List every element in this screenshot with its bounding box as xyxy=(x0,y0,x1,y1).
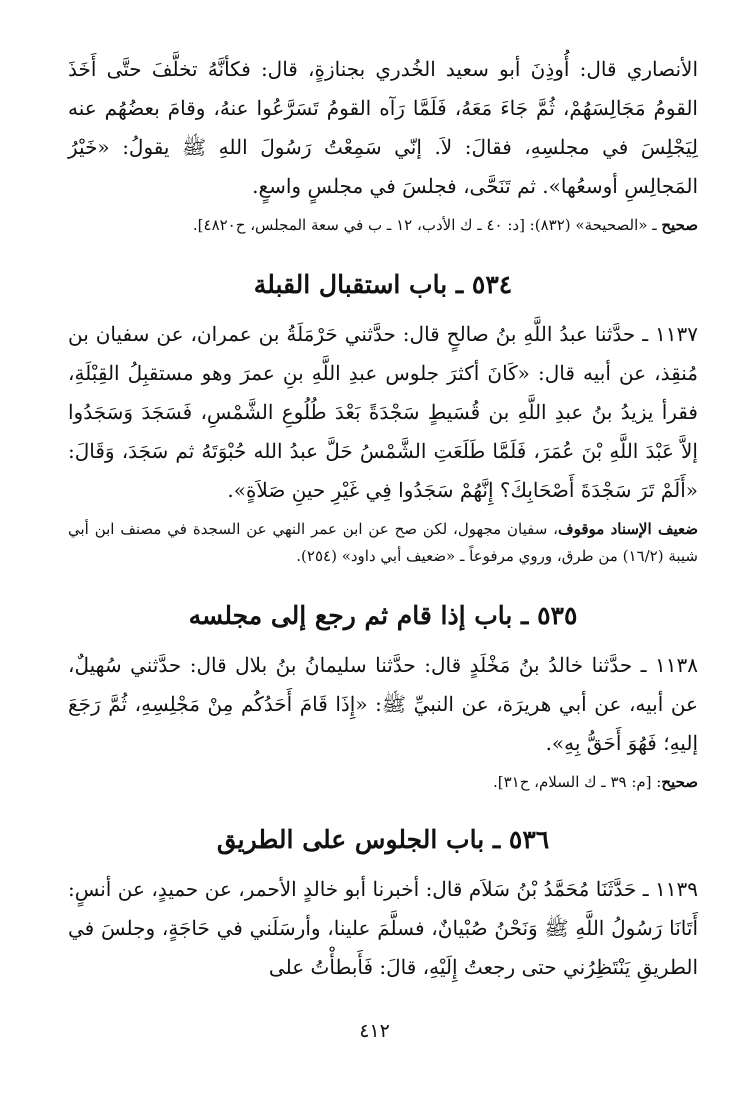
opening-grading-note xyxy=(68,212,698,239)
grade-label: صحيح xyxy=(661,216,698,234)
grading-note-1138 xyxy=(68,769,698,796)
hadith-1138: ١١٣٨ ـ حدَّثنا خالدُ بنُ مَخْلَدٍ قال: حدَّثنا سليمانُ بنُ بلال قال: حدَّثني سُهيلٌ، عن أبيه، عن أبي هريرَة، عن النبيِّ ﷺ: «إِذَا قَامَ أَحَدُكُم مِنْ مَجْلِسِهِ، ثُمَّ رَجَعَ إليهِ؛ فَهُوَ أَحَقُّ بِهِ». xyxy=(68,653,698,755)
page-body xyxy=(68,50,698,987)
grade-reference: : [م: ٣٩ ـ ك السلام، ح٣١]. xyxy=(492,773,662,791)
grade-label: ضعيف الإسناد موقوف xyxy=(558,520,698,538)
hadith-1139: ١١٣٩ ـ حَدَّثَنَا مُحَمَّدُ بْنُ سَلاَم قال: أخبرنا أبو خالدٍ الأحمر، عن حميدٍ، عن أنسٍ: أَتَانَا رَسُولُ اللَّهِ ﷺ وَنَحْنُ صُبْيانٌ، فسلَّمَ علينا، وأرسَلَني في حَاجَةٍ، وجلسَ في الطريقِ يَنْتَظِرُني حتى رجعتُ إِلَيْهِ، قالَ: فَأَبطأْتُ على xyxy=(68,877,698,979)
opening-paragraph: الأنصاري قال: أُوذِنَ أبو سعيد الخُدري بجنازةٍ، قال: فكأنَّهُ تخلَّفَ حتَّى أَخَذَ القومُ مَجَالِسَهُمْ، ثُمَّ جَاءَ مَعَهُ، فَلَمَّا رَآه القومُ تَسَرَّعُوا عنهُ، وقامَ بعضُهُم عنه لِيَجْلِسَ في مجلسِهِ، فقالَ: لاَ. إنّي سَمِعْتُ رَسُولَ اللهِ ﷺ يقولُ: «خَيْرُ المَجالِسِ أوسعُها». ثم تَنَحَّى، فجلسَ في مجلسٍ واسعٍ. xyxy=(68,57,698,198)
chapter-heading-535: ٥٣٥ ـ باب إذا قام ثم رجع إلى مجلسه xyxy=(188,601,578,630)
page-number: ٤١٢ xyxy=(359,1020,390,1042)
grade-reference: ـ «الصحيحة» (٨٣٢): [د: ٤٠ ـ ك الأدب، ١٢ ـ ب في سعة المجلس، ح٤٨٢٠]. xyxy=(192,216,662,234)
grade-label: صحيح xyxy=(661,773,698,791)
grading-note-1137 xyxy=(68,516,698,570)
hadith-1137: ١١٣٧ ـ حدَّثنا عبدُ اللَّهِ بنُ صالحٍ قال: حدَّثني حَرْمَلَةُ بن عمران، عن سفيان بن مُنقِذ، عن أبيه قال: «كَانَ أكثرَ جلوس عبدِ اللَّهِ بنِ عمرَ وهو مستقبِلُ القِبْلَةِ، فقرأ يزيدُ بنُ عبدِ اللَّهِ بن قُسَيطٍ سَجْدَةً بَعْدَ طُلُوعِ الشَّمْسِ، فَسَجَدَ وَسَجَدُوا إلاَّ عَبْدَ اللَّهِ بْنَ عُمَرَ، فَلَمَّا طَلَعَتِ الشَّمْسُ حَلَّ عبدُ الله حُبْوَتَهُ ثم سَجَدَ، وَقَالَ: «أَلَمْ تَرَ سَجْدَةَ أَصْحَابِكَ؟ إِنَّهُمْ سَجَدُوا فِي غَيْرِ حينِ صَلاَةٍ». xyxy=(68,322,698,502)
chapter-heading-536: ٥٣٦ ـ باب الجلوس على الطريق xyxy=(216,825,550,854)
grade-reference: ، سفيان مجهول، لكن صح عن ابن عمر النهي عن السجدة في مصنف ابن أبي شيبة (١٦/٢) من طرق، وروي مرفوعاً ـ «ضعيف أبي داود» (٢٥٤). xyxy=(68,520,698,565)
chapter-heading-534: ٥٣٤ ـ باب استقبال القبلة xyxy=(253,270,513,299)
